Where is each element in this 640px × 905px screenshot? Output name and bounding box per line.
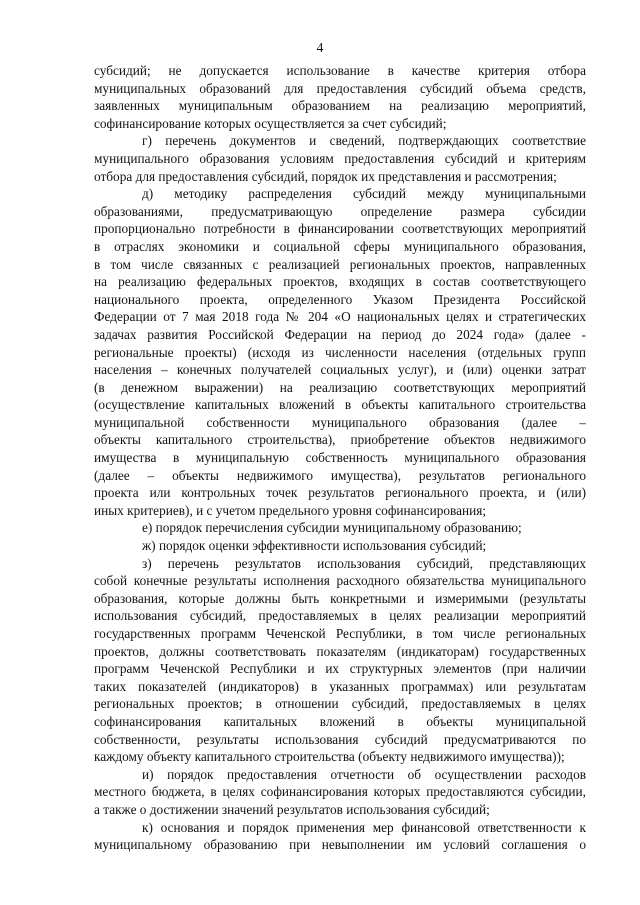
text-line: софинансирование которых осуществляется за счет субсидий; — [94, 115, 447, 131]
text-line: е) порядок перечисления субсидии муниципальному образованию; — [142, 520, 522, 536]
text-line: заявленных муниципальным образованием на реализацию мероприятий, — [94, 98, 586, 114]
text-line: образования, которые должны быть конкретными и измеримыми (результаты — [94, 590, 586, 606]
text-line: и) порядок предоставления отчетности об осуществлении расходов — [142, 766, 586, 782]
text-line: национального проекта, определенного Указом Президента Российской — [94, 291, 586, 307]
text-line: (далее – объекты недвижимого имущества), результатов регионального — [94, 467, 586, 483]
text-line: пропорционально потребности в финансировании соответствующих мероприятий — [94, 221, 586, 237]
text-line: муниципального образования условиям предоставления субсидий и критериям — [94, 150, 586, 166]
text-line: программ Чеченской Республики и их структурных элементов (при наличии — [94, 661, 586, 677]
text-line: ж) порядок оценки эффективности использования субсидий; — [142, 538, 487, 554]
text-line: муниципальному образованию при невыполнении им условий соглашения о — [94, 837, 586, 853]
text-line: з) перечень результатов использования субсидий, представляющих — [142, 555, 586, 571]
text-line: образованиями, предусматривающую определение размера субсидии — [94, 203, 586, 219]
text-line: собой конечные результаты исполнения расходного обязательства муниципального — [94, 573, 586, 589]
text-line: государственных программ Чеченской Республики, в том числе региональных — [94, 626, 586, 641]
document-body — [94, 62, 586, 854]
text-line: в том числе связанных с реализацией региональных проектов, направленных — [94, 256, 586, 272]
text-line: г) перечень документов и сведений, подтверждающих соответствие — [142, 133, 586, 149]
text-line: муниципальных образований для предоставления субсидий объема средств, — [94, 80, 586, 96]
text-line: проекта или контрольных точек результатов регионального проекта, и (или) — [94, 485, 586, 501]
text-line: проектов, должны соответствовать показателям (индикаторам) государственных — [94, 643, 586, 659]
text-line: а также о достижении значений результатов использования субсидий; — [94, 801, 490, 817]
text-line: объекты капитального строительства), приобретение объектов недвижимого — [94, 432, 586, 448]
text-line: к) основания и порядок применения мер финансовой ответственности к — [142, 819, 586, 835]
text-line: иных критериев), и с учетом предельного уровня софинансирования; — [94, 502, 487, 518]
text-line: муниципальной собственности муниципального образования (далее – — [94, 414, 586, 430]
text-line: использования субсидий, предоставляемых в целях реализации мероприятий — [94, 608, 586, 624]
text-line: д) методику распределения субсидий между муниципальными — [142, 186, 586, 202]
text-line: субсидий; не допускается использование в качестве критерия отбора — [94, 63, 586, 78]
text-line: собственности, результаты использования субсидий предусматриваются по — [94, 731, 586, 747]
text-line: на реализацию федеральных проектов, входящих в состав соответствующего — [94, 274, 586, 290]
text-line: местного бюджета, в целях софинансирования которых предоставляются субсидии, — [94, 784, 586, 800]
text-line: таких показателей (индикаторов) в указанных программах) или результатам — [94, 678, 586, 694]
page-number: 4 — [316, 40, 324, 55]
text-line: отбора для предоставления субсидий, порядок их представления и рассмотрения; — [94, 168, 557, 184]
text-line: в отраслях экономики и социальной сферы муниципального образования, — [94, 238, 586, 254]
text-line: имущества в муниципальную собственность муниципального образования — [94, 450, 586, 466]
text-line: населения – конечных получателей социальных услуг), и (или) оценки затрат — [94, 362, 586, 378]
text-line: региональных проектов; в отношении субсидий, предоставляемых в целях — [94, 696, 586, 712]
text-line: региональные проекты) (исходя из численности населения (отдельных групп — [94, 344, 586, 360]
text-line: каждому объекту капитального строительства (объекту недвижимого имущества)); — [94, 749, 565, 765]
text-line: (в денежном выражении) на реализацию соответствующих мероприятий — [94, 379, 586, 395]
text-line: (осуществление капитальных вложений в объекты капитального строительства — [94, 397, 586, 413]
text-line: задачах развития Российской Федерации на период до 2024 года» (далее - — [94, 326, 586, 342]
text-line: Федерации от 7 мая 2018 года № 204 «О национальных целях и стратегических — [94, 309, 586, 325]
text-line: софинансирования капитальных вложений в объекты муниципальной — [94, 713, 586, 729]
